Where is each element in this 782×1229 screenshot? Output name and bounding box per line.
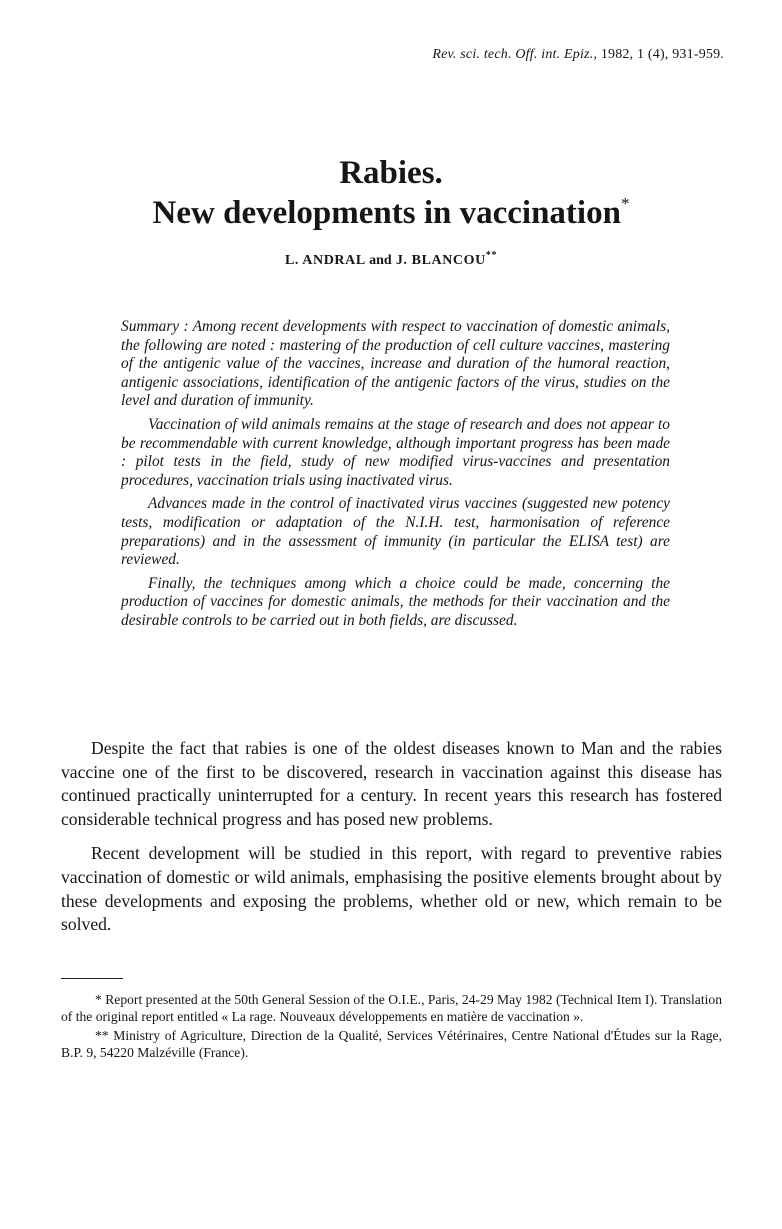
body-text — [61, 737, 722, 948]
author-line — [0, 250, 782, 269]
body-paragraph: Recent development will be studied in this report, with regard to preventive rabies vaccination of domestic or wild animals, emphasising the positive elements brought about by these developments and exposing the problems, whether old or new, which remain to be solved. — [61, 843, 722, 935]
footnotes — [61, 991, 722, 1063]
abstract-paragraph: Advances made in the control of inactivated virus vaccines (suggested new potency tests, modification or adaptation of the N.I.H. test, harmonisation of reference preparations) and in the assessment of immunity (in particular the ELISA test) are reviewed. — [121, 495, 670, 569]
abstract-paragraph: Finally, the techniques among which a choice could be made, concerning the production of vaccines for domestic animals, the methods for their vaccination and the desirable controls to be carried out in both fields, are discussed. — [121, 574, 670, 629]
title-footnote-marker: * — [620, 194, 630, 213]
footnote-rule — [61, 978, 123, 979]
running-header — [432, 47, 724, 63]
journal-name: Rev. sci. tech. Off. int. Epiz., — [432, 47, 598, 62]
abstract-paragraph: Summary : Among recent developments with respect to vaccination of domestic animals, the following are noted : mastering of the production of cell culture vaccines, mastering of the antigenic value of the vaccines, increase and duration of the humoral reaction, antigenic associations, identification of the antigenic factors of the virus, studies on the level and duration of immunity. — [121, 318, 670, 410]
footnote-2: ** Ministry of Agriculture, Direction de la Qualité, Services Vétérinaires, Centre National d'Études sur la Rage, B.P. 9, 54220 Malzéville (France). — [61, 1027, 722, 1061]
title-line-1: Rabies. — [339, 155, 443, 191]
title-block — [0, 153, 782, 233]
body-paragraph: Despite the fact that rabies is one of the oldest diseases known to Man and the rabies vaccine one of the first to be discovered, research in vaccination against this disease has continued practically uninterrupted for a century. In recent years this research has fostered considerable technical progress and has posed new problems. — [61, 738, 722, 829]
citation-details: 1982, 1 (4), 931-959. — [600, 47, 724, 62]
author-1: L. ANDRAL — [284, 253, 366, 268]
abstract-paragraph: Vaccination of wild animals remains at the stage of research and does not appear to be recommendable with current knowledge, although important progress has been made : pilot tests in the field, study of new modified virus-vaccines and presentation procedures, vaccination trials using inactivated virus. — [121, 415, 670, 489]
author-conjunction: and — [369, 253, 392, 268]
title-line-2 — [0, 193, 782, 233]
footnote-1: * Report presented at the 50th General Session of the O.I.E., Paris, 24-29 May 1982 (Technical Item I). Translation of the original report entitled « La rage. Nouveaux développements en matière de vaccination ». — [61, 992, 722, 1025]
author-footnote-marker: ** — [485, 250, 498, 261]
abstract — [121, 318, 670, 636]
author-2: J. BLANCOU — [395, 253, 486, 268]
title-text: New developments in vaccination — [152, 195, 621, 231]
